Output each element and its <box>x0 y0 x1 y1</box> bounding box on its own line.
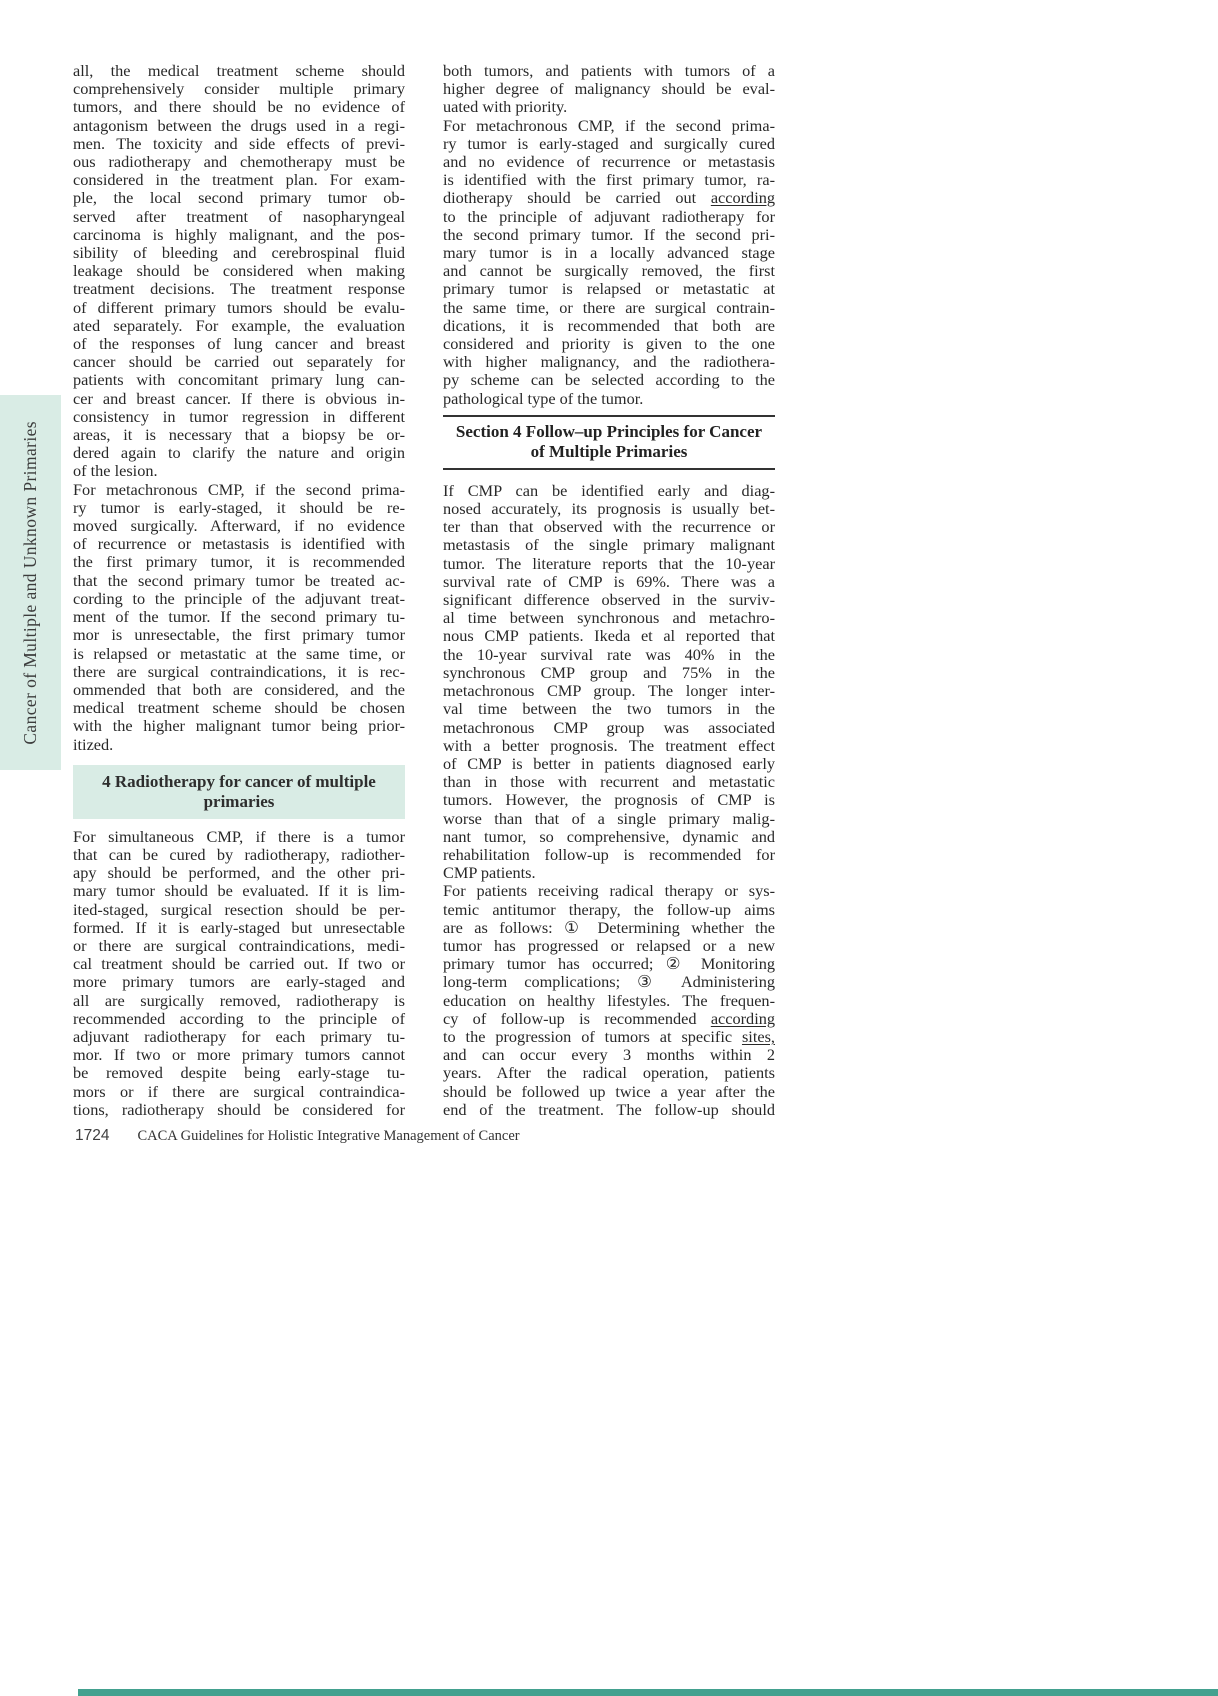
text-line: higher degree of malignancy should be eval- <box>443 79 775 99</box>
two-column-text <box>73 62 775 1119</box>
text-line: cer and breast cancer. If there is obvious in- <box>73 388 405 408</box>
text-line: leakage should be considered when making <box>73 261 405 281</box>
text-line: cal treatment should be carried out. If two or <box>73 954 405 974</box>
chapter-sidebar-tab <box>0 395 61 770</box>
paragraph <box>443 117 775 408</box>
text-line: adjuvant radiotherapy for each primary tu- <box>73 1026 405 1046</box>
text-line: to the progression of tumors at specific sites, <box>443 1026 775 1046</box>
text-line: is relapsed or metastatic at the same time, or <box>73 643 405 663</box>
text-line: all, the medical treatment scheme should <box>73 61 405 80</box>
text-line: survival rate of CMP is 69%. There was a <box>443 571 775 591</box>
text-line: ous radiotherapy and chemotherapy must be <box>73 152 405 172</box>
text-line: dications, it is recommended that both are <box>443 315 775 335</box>
left-column <box>73 62 405 1119</box>
text-line: end of the treatment. The follow-up should <box>443 1099 775 1119</box>
text-line: mors or if there are surgical contraindica- <box>73 1081 405 1101</box>
paragraph <box>443 882 775 1119</box>
text-line: py scheme can be selected according to the <box>443 370 775 390</box>
text-line: uated with priority. <box>443 97 568 117</box>
text-line: served after treatment of nasopharyngeal <box>73 206 405 226</box>
text-line: education on healthy lifestyles. The frequen- <box>443 990 775 1010</box>
text-line: tions, radiotherapy should be considered for <box>73 1099 405 1119</box>
text-line: long-term complications; ③ Administering <box>443 972 775 992</box>
text-line: nous CMP patients. Ikeda et al reported that <box>443 626 775 646</box>
text-line: diotherapy should be carried out according <box>443 188 775 208</box>
text-line: cy of follow-up is recommended according <box>443 1008 775 1028</box>
text-line: considered in the treatment plan. For exam- <box>73 170 405 190</box>
paragraph <box>73 481 405 754</box>
text-line: ple, the local second primary tumor ob- <box>73 188 405 208</box>
text-line: cording to the principle of the adjuvant treat- <box>73 588 405 608</box>
text-line: comprehensively consider multiple primary <box>73 79 405 99</box>
text-line: metachronous CMP group. The longer inter- <box>443 681 775 701</box>
text-line: more primary tumors are early-staged and <box>73 972 405 992</box>
text-line: For simultaneous CMP, if there is a tumor <box>73 826 405 846</box>
text-line: considered and priority is given to the one <box>443 334 775 354</box>
text-line: ry tumor is early-staged, it should be re- <box>73 497 405 517</box>
text-line: of the lesion. <box>73 461 158 481</box>
text-line: apy should be performed, and the other pri- <box>73 863 405 883</box>
text-line: ment of the tumor. If the second primary tu- <box>73 607 405 627</box>
text-line: medical treatment scheme should be chosen <box>73 698 405 718</box>
text-line: of the responses of lung cancer and breast <box>73 334 405 354</box>
text-line: dered again to clarify the nature and origin <box>73 443 405 463</box>
text-line: are as follows: ① Determining whether the <box>443 917 775 937</box>
text-line: moved surgically. Afterward, if no evidence <box>73 516 405 536</box>
text-line: antagonism between the drugs used in a regi- <box>73 115 405 135</box>
text-line: treatment decisions. The treatment response <box>73 279 405 299</box>
text-line: primary tumor is relapsed or metastatic at <box>443 279 775 299</box>
running-title: CACA Guidelines for Holistic Integrative Management of Cancer <box>137 1128 520 1144</box>
text-line: men. The toxicity and side effects of previ- <box>73 133 405 153</box>
text-line: For metachronous CMP, if the second prima- <box>443 115 775 135</box>
text-line: ter than that observed with the recurrence or <box>443 517 775 537</box>
text-line: of recurrence or metastasis is identified with <box>73 534 405 554</box>
text-line: ommended that both are considered, and the <box>73 679 405 699</box>
text-line: with a better prognosis. The treatment effect <box>443 735 775 755</box>
heading-line: primaries <box>203 791 275 811</box>
text-line: patients with concomitant primary lung can- <box>73 370 405 390</box>
text-line: mor. If two or more primary tumors cannot <box>73 1045 405 1065</box>
bottom-accent-bar <box>78 1689 1218 1696</box>
text-line: tumors. However, the prognosis of CMP is <box>443 790 775 810</box>
text-line: areas, it is necessary that a biopsy be or- <box>73 425 405 445</box>
text-line: tumor has progressed or relapsed or a new <box>443 935 775 955</box>
text-line: metastasis of the single primary malignant <box>443 535 775 555</box>
text-line: carcinoma is highly malignant, and the pos- <box>73 224 405 244</box>
text-line: metachronous CMP group was associated <box>443 717 775 737</box>
text-line: ry tumor is early-staged and surgically cured <box>443 133 775 153</box>
paragraph <box>73 62 405 481</box>
text-line: itized. <box>73 734 114 754</box>
text-line: consistency in tumor regression in different <box>73 406 405 426</box>
text-line: tumor. The literature reports that the 10-year <box>443 553 775 573</box>
text-line: rehabilitation follow-up is recommended for <box>443 844 775 864</box>
text-line: If CMP can be identified early and diag- <box>443 480 775 500</box>
text-line: For metachronous CMP, if the second prima- <box>73 479 405 499</box>
chapter-sidebar-label: Cancer of Multiple and Unknown Primaries <box>20 420 40 745</box>
text-line: should be followed up twice a year after the <box>443 1081 775 1101</box>
text-line: to the principle of adjuvant radiotherapy for <box>443 206 775 226</box>
text-line: that can be cured by radiotherapy, radiother- <box>73 844 405 864</box>
text-line: and can occur every 3 months within 2 <box>443 1045 775 1065</box>
text-line: both tumors, and patients with tumors of a <box>443 61 775 80</box>
text-line: the same time, or there are surgical contrain- <box>443 297 775 317</box>
text-line: pathological type of the tumor. <box>443 388 644 408</box>
text-line: ited-staged, surgical resection should be per- <box>73 899 405 919</box>
text-line: mary tumor is in a locally advanced stage <box>443 243 775 263</box>
section-4-heading <box>443 415 775 470</box>
text-line: temic antitumor therapy, the follow-up aims <box>443 899 775 919</box>
text-line: of different primary tumors should be evalu- <box>73 297 405 317</box>
text-line: of CMP is better in patients diagnosed early <box>443 753 775 773</box>
text-line: formed. If it is early-staged but unresectable <box>73 917 405 937</box>
text-line: cancer should be carried out separately for <box>73 352 405 372</box>
page-footer <box>75 1127 520 1145</box>
text-line: worse than that of a single primary malig- <box>443 808 775 828</box>
text-line: nant tumor, so comprehensive, dynamic and <box>443 826 775 846</box>
text-line: CMP patients. <box>443 863 536 883</box>
paragraph <box>443 62 775 117</box>
text-line: years. After the radical operation, patients <box>443 1063 775 1083</box>
text-line: tumors, and there should be no evidence of <box>73 97 405 117</box>
text-line: val time between the two tumors in the <box>443 699 775 719</box>
heading-line: 4 Radiotherapy for cancer of multiple <box>102 771 376 791</box>
right-column <box>443 62 775 1119</box>
text-line: with the higher malignant tumor being prior- <box>73 716 405 736</box>
page-number: 1724 <box>75 1127 110 1144</box>
text-line: the 10-year survival rate was 40% in the <box>443 644 775 664</box>
text-line: than in those with recurrent and metastatic <box>443 772 775 792</box>
text-line: or there are surgical contraindications, medi- <box>73 935 405 955</box>
text-line: is identified with the first primary tumor, ra- <box>443 170 775 190</box>
text-line: synchronous CMP group and 75% in the <box>443 662 775 682</box>
text-line: the second primary tumor. If the second pri- <box>443 224 775 244</box>
paragraph <box>443 482 775 882</box>
text-line: there are surgical contraindications, it is rec- <box>73 661 405 681</box>
text-line: al time between synchronous and metachro- <box>443 608 775 628</box>
radiotherapy-heading <box>73 765 405 819</box>
text-line: mary tumor should be evaluated. If it is lim- <box>73 881 405 901</box>
text-line: mor is unresectable, the first primary tumor <box>73 625 405 645</box>
text-line: ated separately. For example, the evaluation <box>73 315 405 335</box>
text-line: with higher malignancy, and the radiothera- <box>443 352 775 372</box>
text-line: be removed despite being early-stage tu- <box>73 1063 405 1083</box>
text-line: recommended according to the principle of <box>73 1008 405 1028</box>
text-line: sibility of bleeding and cerebrospinal fluid <box>73 243 405 263</box>
heading-line: of Multiple Primaries <box>530 441 688 461</box>
paragraph <box>73 828 405 1119</box>
text-line: all are surgically removed, radiotherapy is <box>73 990 405 1010</box>
text-line: nosed accurately, its prognosis is usually bet- <box>443 499 775 519</box>
text-line: that the second primary tumor be treated ac- <box>73 570 405 590</box>
heading-line: Section 4 Follow–up Principles for Cancer <box>455 421 763 441</box>
text-line: and no evidence of recurrence or metastasis <box>443 152 775 172</box>
text-line: For patients receiving radical therapy or sys- <box>443 881 775 901</box>
text-line: primary tumor has occurred; ② Monitoring <box>443 954 775 974</box>
text-line: the first primary tumor, it is recommended <box>73 552 405 572</box>
text-line: significant difference observed in the surviv- <box>443 590 775 610</box>
text-line: and cannot be surgically removed, the first <box>443 261 775 281</box>
